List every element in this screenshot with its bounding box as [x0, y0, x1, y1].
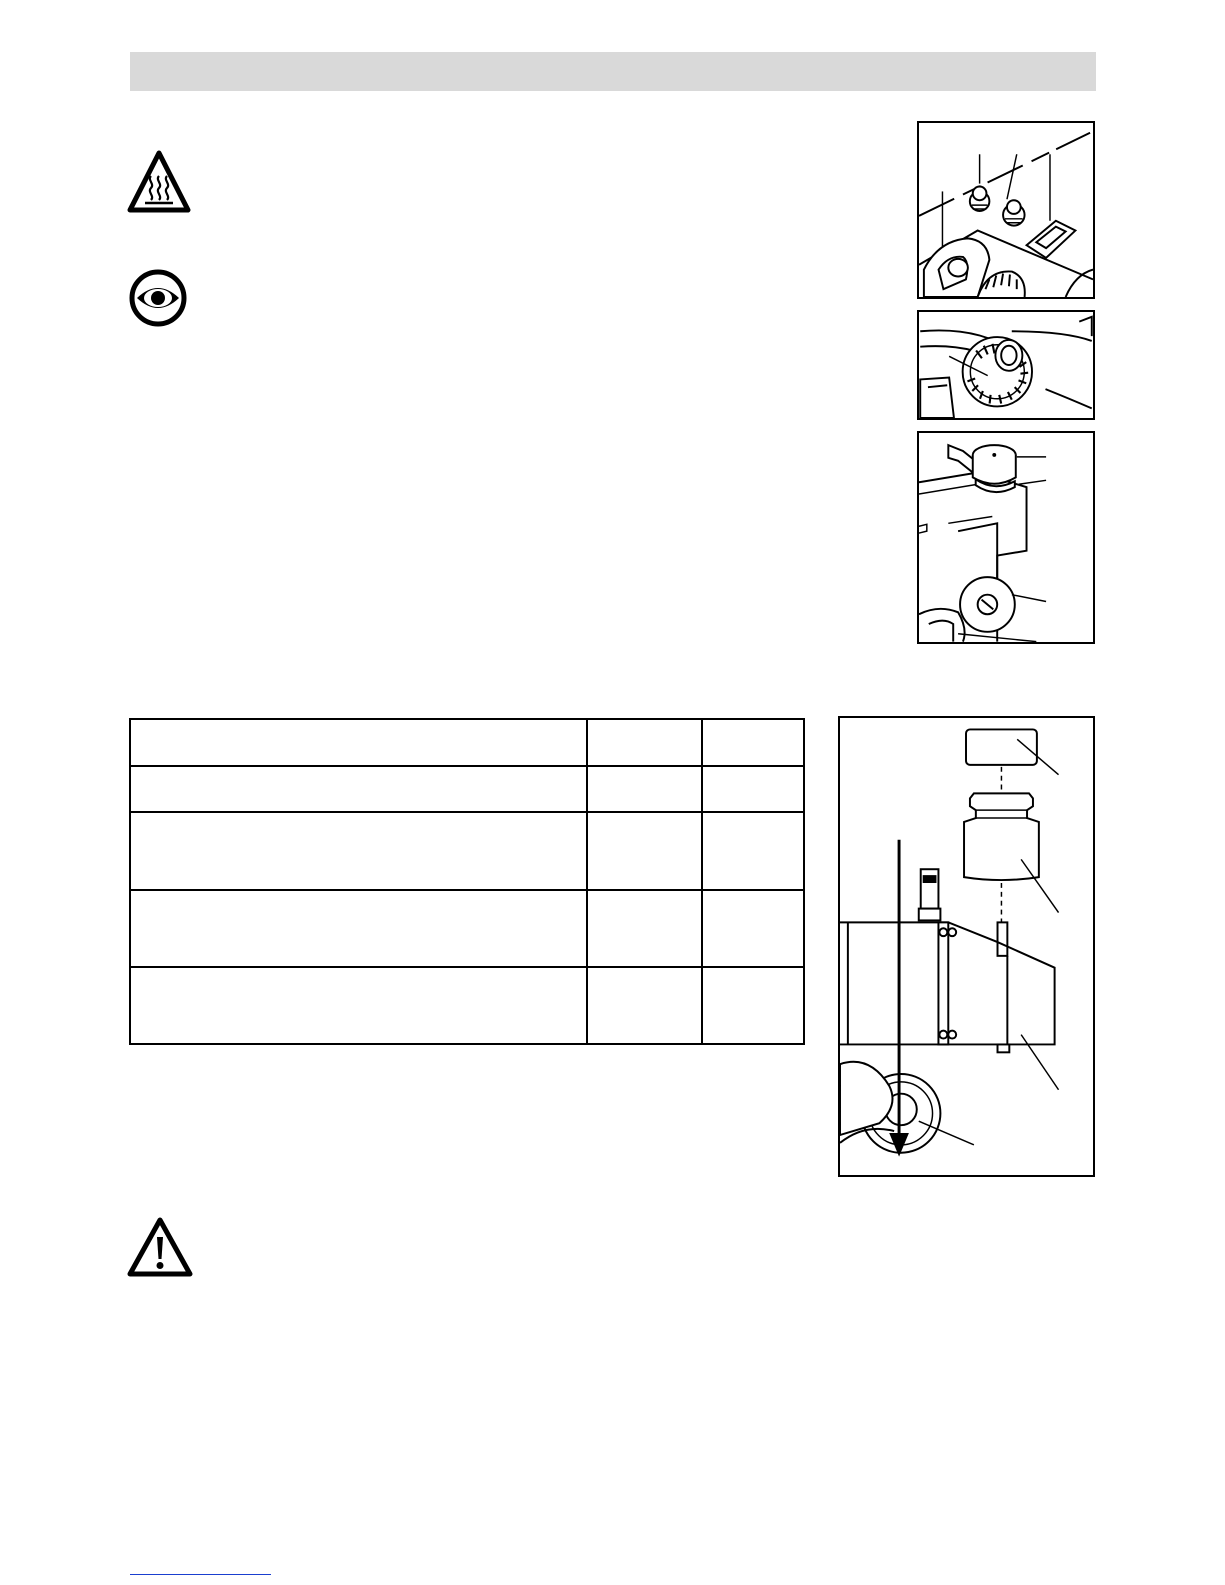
control-panel-figure [917, 121, 1095, 299]
general-warning-icon [127, 1217, 193, 1277]
pressure-weight-figure [917, 431, 1095, 644]
footer-link-underline[interactable] [130, 1574, 271, 1575]
table-cell [130, 890, 587, 967]
table-header-cell [702, 719, 804, 766]
table-row [130, 967, 804, 1044]
table-cell [702, 890, 804, 967]
table-row [130, 766, 804, 812]
table-cell [702, 967, 804, 1044]
table-header-row [130, 719, 804, 766]
table-cell [702, 766, 804, 812]
hose-connection-figure [917, 310, 1095, 420]
table-cell [587, 766, 702, 812]
table-cell [130, 967, 587, 1044]
table-cell [702, 812, 804, 890]
table-header-cell [587, 719, 702, 766]
table-row [130, 812, 804, 890]
table-cell [587, 967, 702, 1044]
table-cell [130, 766, 587, 812]
table-cell [587, 890, 702, 967]
table-cell [130, 812, 587, 890]
weight-assembly-figure [838, 716, 1095, 1177]
eye-protection-icon [128, 268, 188, 328]
specification-table [129, 718, 805, 1045]
hot-surface-warning-icon [127, 150, 191, 214]
table-row [130, 890, 804, 967]
section-header-band [130, 52, 1096, 91]
table-cell [587, 812, 702, 890]
table-header-cell [130, 719, 587, 766]
